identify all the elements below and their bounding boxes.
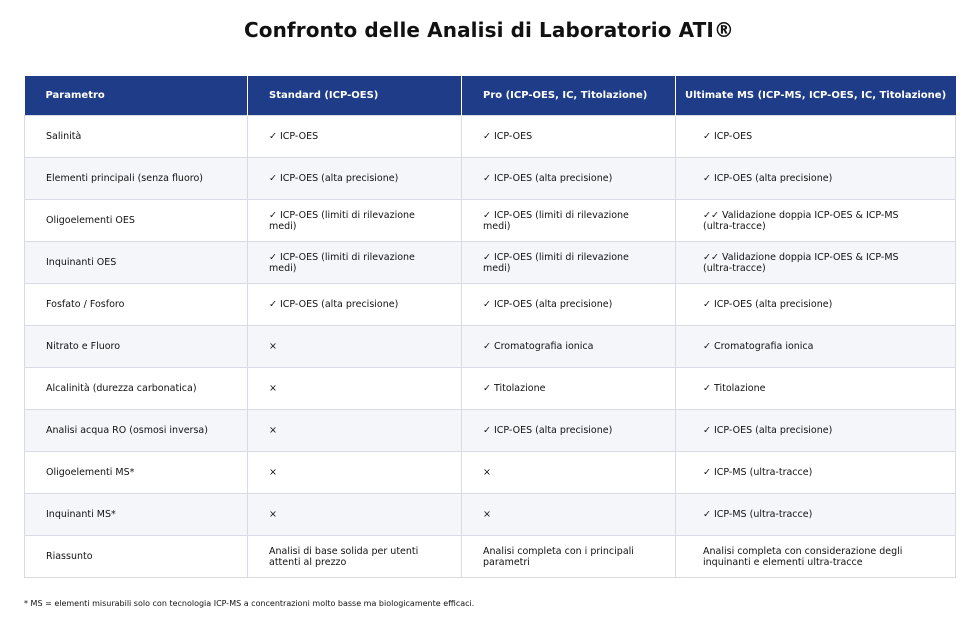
cell-parametro: Riassunto [25,536,248,578]
cell-parametro: Inquinanti MS* [25,494,248,536]
cell-pro: ✓ ICP-OES (alta precisione) [462,158,676,200]
table-header-row [25,76,956,116]
cell-standard: ✓ ICP-OES (alta precisione) [248,284,462,326]
table-row [25,158,956,200]
header-ultimate-ms: Ultimate MS (ICP-MS, ICP-OES, IC, Titolazione) [676,76,956,116]
table-row [25,494,956,536]
cell-pro: × [462,494,676,536]
cell-standard: ✓ ICP-OES [248,116,462,158]
cell-parametro: Analisi acqua RO (osmosi inversa) [25,410,248,452]
table-row [25,200,956,242]
cell-ultimate-ms: ✓ ICP-OES (alta precisione) [676,410,956,452]
page-title: Confronto delle Analisi di Laboratorio ATI® [243,18,735,42]
table-row [25,242,956,284]
cell-standard: × [248,326,462,368]
cell-standard: ✓ ICP-OES (alta precisione) [248,158,462,200]
cell-pro: ✓ ICP-OES (limiti di rilevazione medi) [462,200,676,242]
table-row [25,284,956,326]
cell-ultimate-ms: ✓ ICP-MS (ultra-tracce) [676,494,956,536]
cell-pro: Analisi completa con i principali parametri [462,536,676,578]
cell-standard: ✓ ICP-OES (limiti di rilevazione medi) [248,200,462,242]
cell-standard: ✓ ICP-OES (limiti di rilevazione medi) [248,242,462,284]
cell-pro: ✓ ICP-OES (alta precisione) [462,410,676,452]
cell-parametro: Alcalinità (durezza carbonatica) [25,368,248,410]
cell-ultimate-ms: ✓ ICP-OES (alta precisione) [676,284,956,326]
cell-ultimate-ms: ✓✓ Validazione doppia ICP-OES & ICP-MS (ultra-tracce) [676,200,956,242]
cell-standard: × [248,410,462,452]
cell-pro: ✓ Cromatografia ionica [462,326,676,368]
cell-pro: ✓ ICP-OES [462,116,676,158]
cell-parametro: Inquinanti OES [25,242,248,284]
cell-pro: × [462,452,676,494]
table-row [25,410,956,452]
cell-ultimate-ms: ✓ ICP-MS (ultra-tracce) [676,452,956,494]
comparison-table [24,76,956,578]
cell-ultimate-ms: ✓✓ Validazione doppia ICP-OES & ICP-MS (ultra-tracce) [676,242,956,284]
cell-ultimate-ms: ✓ ICP-OES (alta precisione) [676,158,956,200]
cell-ultimate-ms: ✓ Titolazione [676,368,956,410]
cell-standard: × [248,368,462,410]
cell-parametro: Oligoelementi OES [25,200,248,242]
cell-ultimate-ms: ✓ Cromatografia ionica [676,326,956,368]
cell-standard: Analisi di base solida per utenti attenti al prezzo [248,536,462,578]
cell-pro: ✓ ICP-OES (limiti di rilevazione medi) [462,242,676,284]
header-parametro: Parametro [25,76,248,116]
table-row [25,536,956,578]
cell-parametro: Elementi principali (senza fluoro) [25,158,248,200]
cell-parametro: Oligoelementi MS* [25,452,248,494]
cell-parametro: Salinità [25,116,248,158]
cell-standard: × [248,494,462,536]
header-standard: Standard (ICP-OES) [248,76,462,116]
table-row [25,452,956,494]
header-pro: Pro (ICP-OES, IC, Titolazione) [462,76,676,116]
table-row [25,116,956,158]
cell-ultimate-ms: Analisi completa con considerazione degli inquinanti e elementi ultra-tracce [676,536,956,578]
table-row [25,326,956,368]
table-row [25,368,956,410]
cell-parametro: Nitrato e Fluoro [25,326,248,368]
cell-pro: ✓ Titolazione [462,368,676,410]
cell-parametro: Fosfato / Fosforo [25,284,248,326]
footnote: * MS = elementi misurabili solo con tecnologia ICP-MS a concentrazioni molto basse ma biologicamente efficaci. [24,599,475,608]
cell-pro: ✓ ICP-OES (alta precisione) [462,284,676,326]
cell-standard: × [248,452,462,494]
cell-ultimate-ms: ✓ ICP-OES [676,116,956,158]
